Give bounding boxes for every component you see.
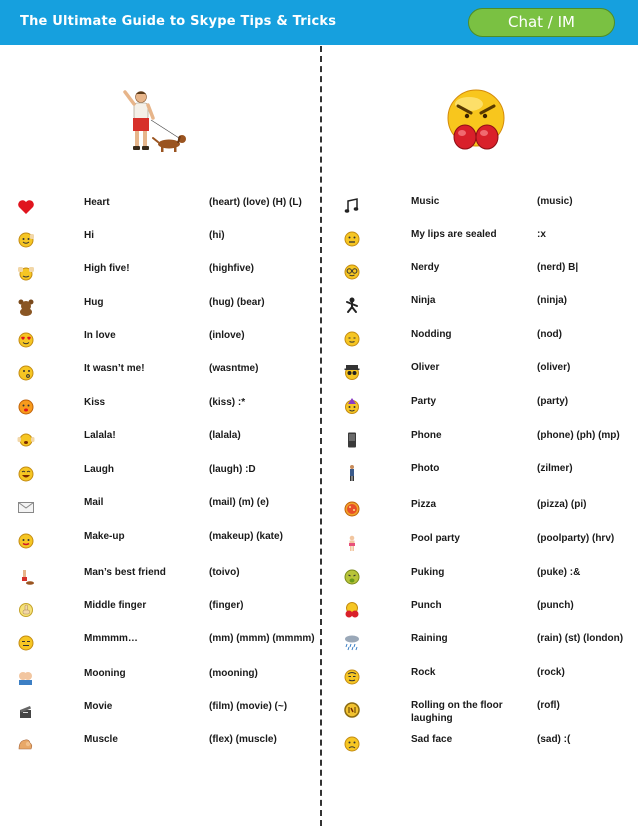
hi-icon — [17, 231, 35, 249]
rock-icon — [343, 668, 361, 686]
emoticon-name: Laugh — [84, 464, 114, 475]
list-item — [325, 532, 635, 562]
emoticon-name: Hug — [84, 297, 104, 308]
emoticon-code: (lalala) — [209, 430, 241, 441]
emoticon-code: (highfive) — [209, 263, 254, 274]
oliver-icon — [343, 363, 361, 381]
emoticon-name: Kiss — [84, 397, 106, 408]
list-item — [0, 262, 310, 292]
man-with-dog-icon — [117, 88, 189, 156]
emoticon-name: Rock — [411, 667, 436, 678]
emoticon-code: (flex) (muscle) — [209, 734, 277, 745]
list-item — [325, 599, 635, 629]
list-item — [325, 632, 635, 662]
list-item — [0, 463, 310, 493]
emoticon-name: Hi — [84, 230, 94, 241]
emoticon-code: (nod) — [537, 329, 562, 340]
pool-party-icon — [343, 534, 361, 552]
emoticon-name: Nodding — [411, 329, 452, 340]
list-item — [325, 261, 635, 291]
rofl-icon — [343, 701, 361, 719]
emoticon-code: (hug) (bear) — [209, 297, 265, 308]
list-item — [0, 733, 310, 763]
nerdy-icon — [343, 263, 361, 281]
raining-icon — [343, 634, 361, 652]
emoticon-code: (puke) :& — [537, 567, 581, 578]
sad-face-icon — [343, 735, 361, 753]
list-item — [0, 632, 315, 662]
list-item — [0, 362, 310, 392]
in-love-icon — [17, 331, 35, 349]
list-item — [0, 396, 310, 426]
emoticon-code: (hi) — [209, 230, 225, 241]
emoticon-name: Heart — [84, 197, 110, 208]
lalala-icon — [17, 431, 35, 449]
laugh-icon — [17, 465, 35, 483]
header-bar — [0, 0, 638, 45]
list-item — [325, 328, 635, 358]
lips-sealed-icon — [343, 230, 361, 248]
emoticon-code: (laugh) :D — [209, 464, 256, 475]
emoticon-name: Nerdy — [411, 262, 440, 273]
list-item — [325, 228, 635, 258]
emoticon-name: Photo — [411, 463, 440, 474]
emoticon-name: Middle finger — [84, 600, 147, 611]
emoticon-code: :x — [537, 229, 546, 240]
list-item — [325, 429, 635, 459]
emoticon-code: (ninja) — [537, 295, 567, 306]
list-item — [325, 195, 635, 225]
pizza-icon — [343, 500, 361, 518]
puking-icon — [343, 568, 361, 586]
list-item — [0, 429, 310, 459]
emoticon-code: (nerd) B| — [537, 262, 579, 273]
emoticon-code: (rock) — [537, 667, 565, 678]
emoticon-name: Man’s best friend — [84, 567, 166, 578]
emoticon-code: (kiss) :* — [209, 397, 246, 408]
list-item — [0, 496, 310, 526]
emoticon-name: Phone — [411, 430, 442, 441]
kiss-icon — [17, 398, 35, 416]
emoticon-name: Mooning — [84, 668, 126, 679]
mooning-icon — [17, 669, 35, 687]
emoticon-name: Mmmmm… — [84, 633, 138, 644]
emoticon-name: It wasn’t me! — [84, 363, 145, 374]
movie-icon — [17, 702, 35, 720]
emoticon-name: In love — [84, 330, 116, 341]
emoticon-code: (oliver) — [537, 362, 571, 373]
emoticon-code: (pizza) (pi) — [537, 499, 587, 510]
list-item — [325, 566, 635, 596]
list-item — [0, 329, 310, 359]
page-title: The Ultimate Guide to Skype Tips & Tricks — [20, 14, 337, 29]
emoticon-name: Puking — [411, 567, 445, 578]
emoticon-code: (film) (movie) (~) — [209, 701, 288, 712]
list-item — [325, 294, 635, 324]
high-five-icon — [17, 264, 35, 282]
emoticon-name: My lips are sealed — [411, 229, 497, 240]
emoticon-name: Rolling on the floor laughing — [411, 700, 503, 724]
emoticon-name: Pool party — [411, 533, 460, 544]
photo-icon — [343, 464, 361, 482]
makeup-icon — [17, 532, 35, 550]
emoticon-code: (wasntme) — [209, 363, 259, 374]
emoticon-name: Make-up — [84, 531, 125, 542]
emoticon-name: High five! — [84, 263, 130, 274]
emoticon-name: Music — [411, 196, 440, 207]
emoticon-name: Mail — [84, 497, 104, 508]
heart-icon — [17, 198, 35, 216]
emoticon-code: (zilmer) — [537, 463, 573, 474]
nodding-icon — [343, 330, 361, 348]
list-item — [325, 666, 635, 696]
list-item — [325, 462, 635, 492]
ninja-icon — [343, 296, 361, 314]
list-item — [0, 700, 310, 730]
emoticon-code: (makeup) (kate) — [209, 531, 283, 542]
punch-face-icon — [443, 88, 509, 154]
emoticon-code: (punch) — [537, 600, 574, 611]
emoticon-code: (finger) — [209, 600, 244, 611]
emoticon-name: Lalala! — [84, 430, 116, 441]
emoticon-code: (party) — [537, 396, 569, 407]
punch-icon — [343, 601, 361, 619]
bear-icon — [17, 298, 35, 316]
emoticon-code: (mm) (mmm) (mmmm) — [209, 633, 315, 644]
emoticon-code: (phone) (ph) (mp) — [537, 430, 620, 441]
list-item — [0, 229, 310, 259]
list-item — [325, 498, 635, 528]
emoticon-name: Oliver — [411, 362, 440, 373]
muscle-icon — [17, 735, 35, 753]
emoticon-code: (music) — [537, 196, 573, 207]
list-item — [0, 196, 310, 226]
emoticon-name: Party — [411, 396, 437, 407]
emoticon-code: (rain) (st) (london) — [537, 633, 624, 644]
phone-icon — [343, 431, 361, 449]
emoticon-code: (mail) (m) (e) — [209, 497, 269, 508]
emoticon-code: (poolparty) (hrv) — [537, 533, 615, 544]
emoticon-name: Ninja — [411, 295, 436, 306]
list-item — [325, 733, 635, 763]
wasnt-me-icon — [17, 364, 35, 382]
dog-icon — [17, 568, 35, 586]
emoticon-name: Movie — [84, 701, 113, 712]
chat-im-button[interactable]: Chat / IM — [468, 8, 615, 37]
emoticon-name: Punch — [411, 600, 442, 611]
emoticon-code: (inlove) — [209, 330, 245, 341]
emoticon-code: (mooning) — [209, 668, 258, 679]
list-item — [0, 599, 310, 629]
emoticon-code: (rofl) — [537, 700, 560, 711]
emoticon-name: Pizza — [411, 499, 437, 510]
list-item — [325, 699, 635, 729]
list-item — [0, 667, 310, 697]
emoticon-name: Raining — [411, 633, 448, 644]
finger-icon — [17, 601, 35, 619]
list-item — [0, 296, 310, 326]
mail-icon — [17, 498, 35, 516]
emoticon-code: (toivo) — [209, 567, 240, 578]
mmm-icon — [17, 634, 35, 652]
list-item — [0, 530, 310, 560]
emoticon-name: Muscle — [84, 734, 118, 745]
list-item — [325, 395, 635, 425]
emoticon-code: (heart) (love) (H) (L) — [209, 197, 302, 208]
emoticon-code: (sad) :( — [537, 734, 571, 745]
list-item — [0, 566, 310, 596]
list-item — [325, 361, 635, 391]
party-icon — [343, 397, 361, 415]
music-icon — [343, 197, 361, 215]
emoticon-name: Sad face — [411, 734, 453, 745]
